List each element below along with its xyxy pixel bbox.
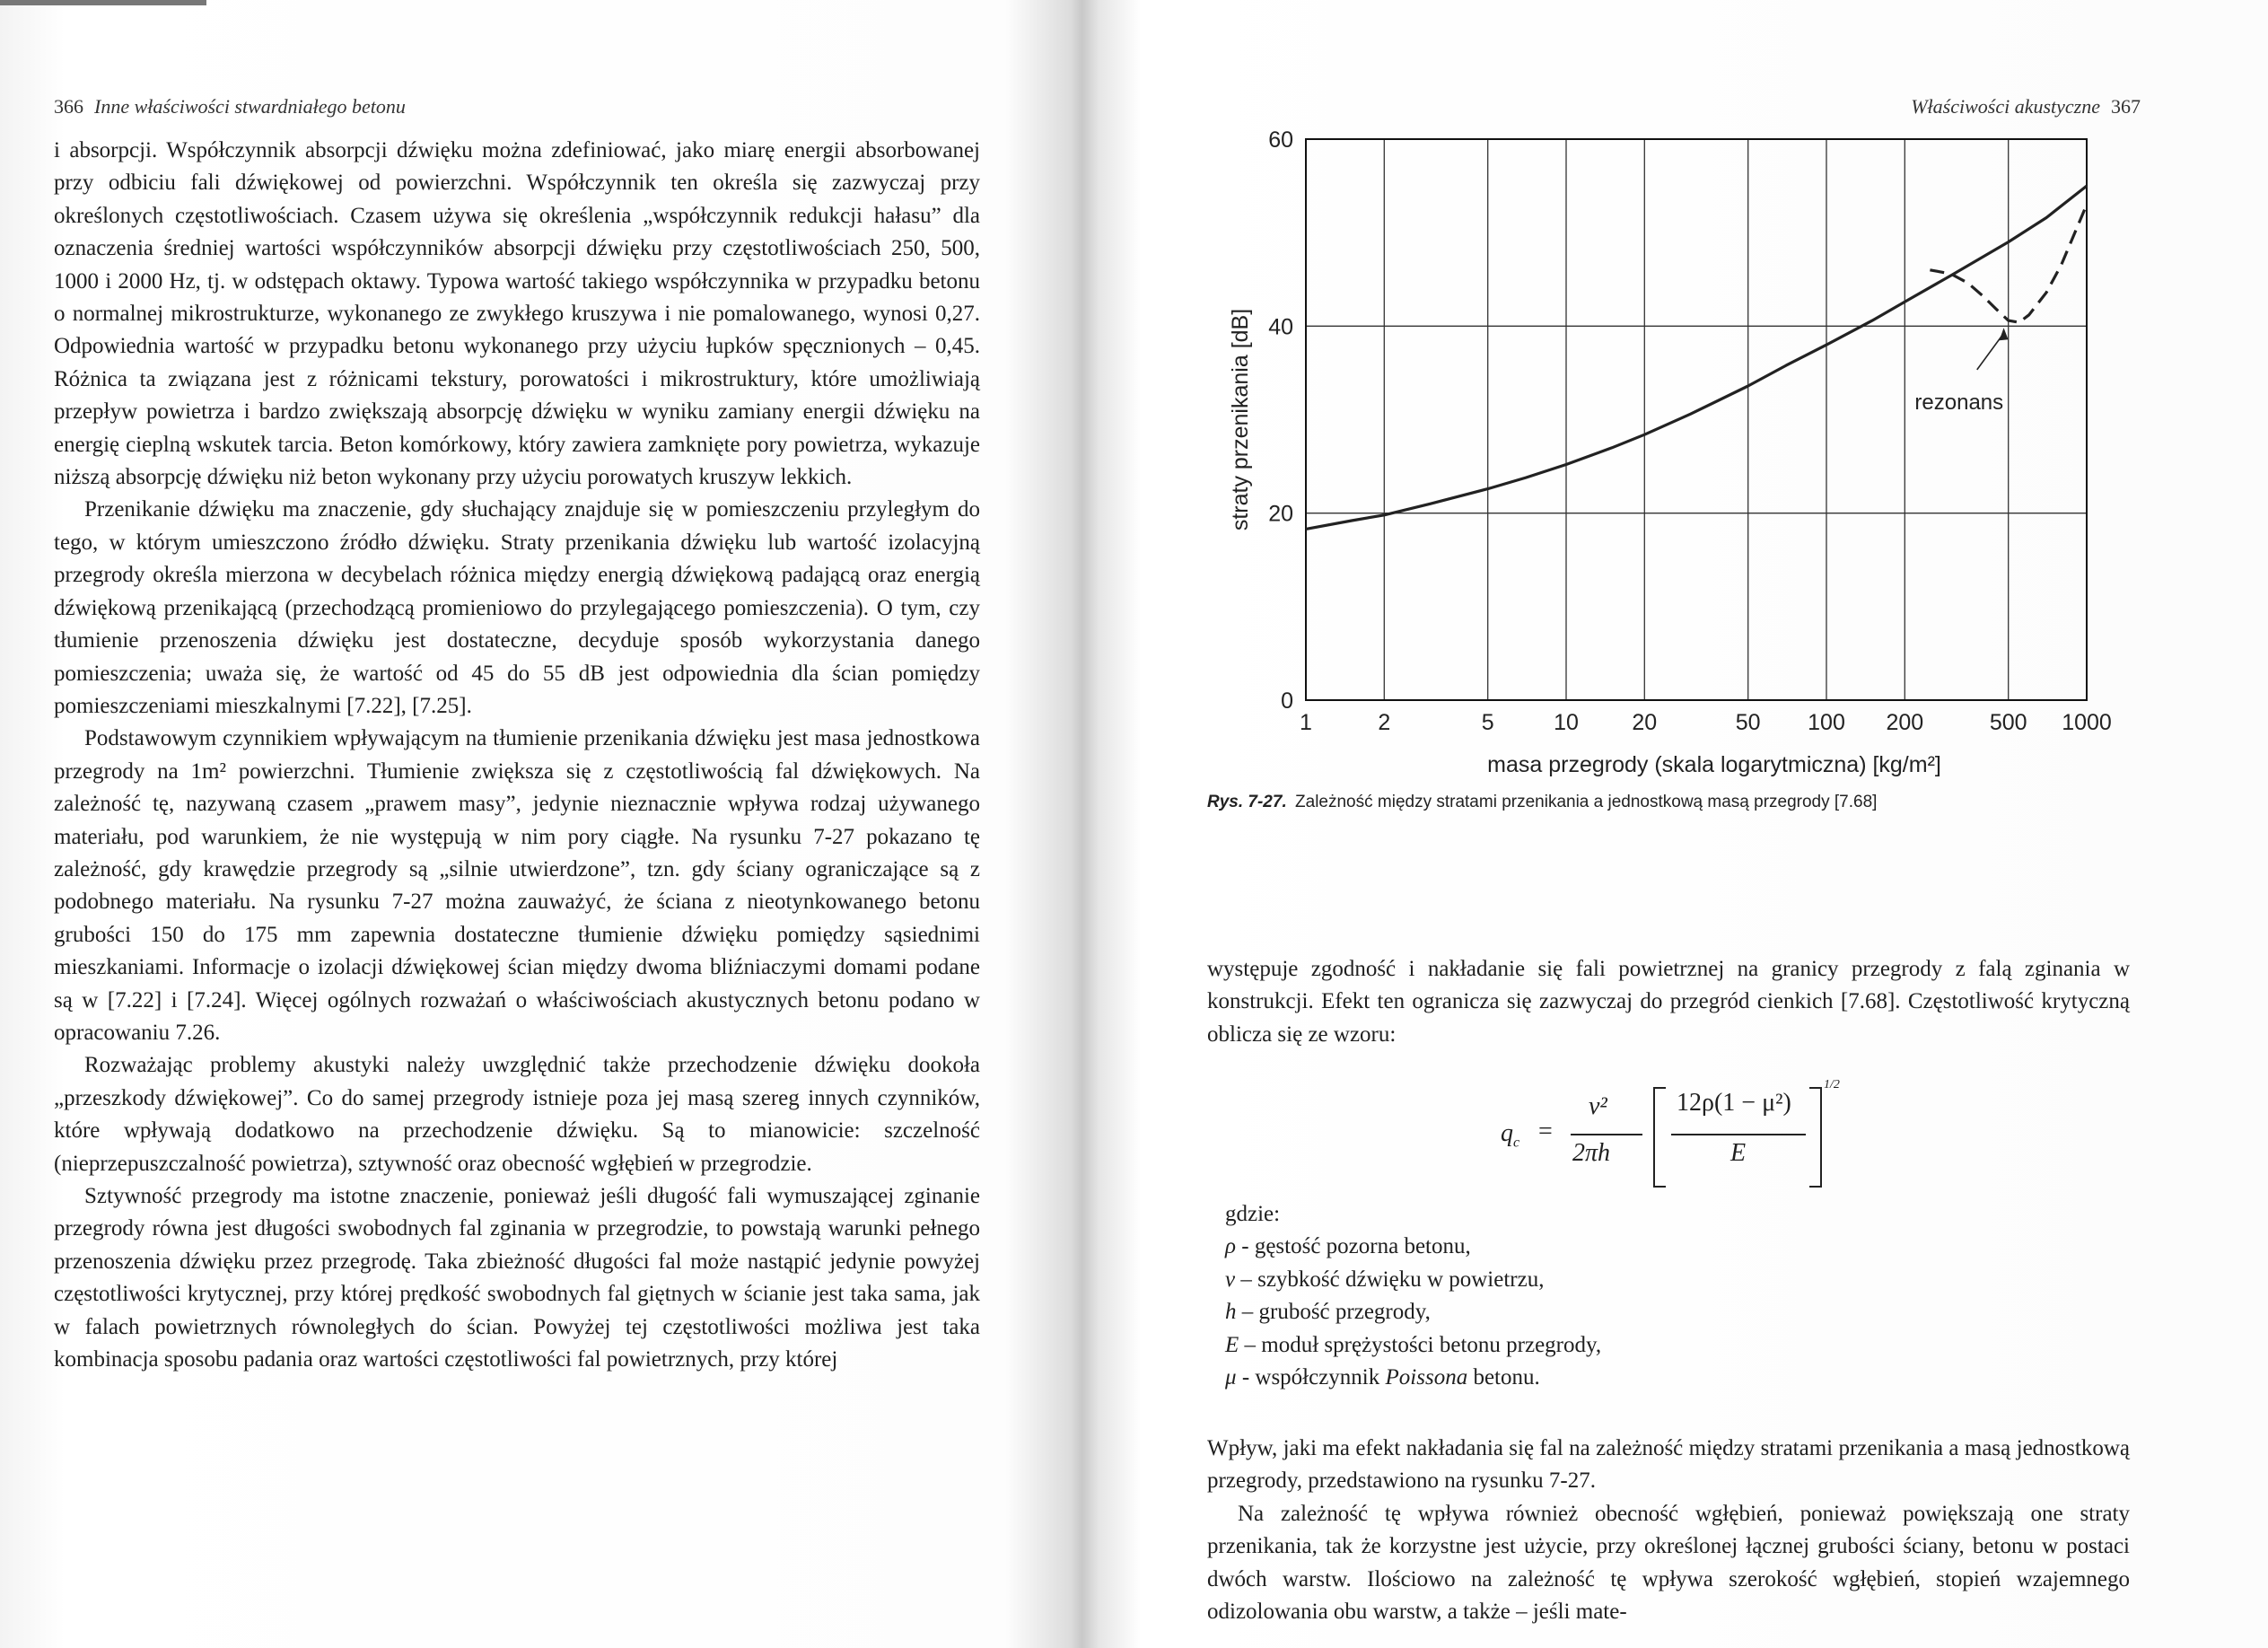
x-tick-label: 20 <box>1632 710 1658 735</box>
fraction-bar-1 <box>1571 1134 1642 1135</box>
def-mu <box>1225 1362 2033 1394</box>
caption-text: Zależność między stratami przenikania a jednostkową masą przegrody [7.68] <box>1295 793 1878 811</box>
x-tick-label: 1 <box>1300 710 1312 735</box>
def-tail: betonu. <box>1467 1365 1540 1390</box>
paragraph: Wpływ, jaki ma efekt nakładania się fal na zależność między stratami przenikania a masą jednostkową przegrody, przedstawiono na rysunku 7-27. <box>1207 1436 2130 1494</box>
x-tick-label: 5 <box>1481 710 1494 735</box>
left-body-text <box>54 135 980 1376</box>
formula-num2: 12ρ(1 − μ²) <box>1677 1089 1791 1117</box>
y-tick-label: 0 <box>1281 688 1293 714</box>
running-head-title-right: Właściwości akustyczne <box>1911 95 2100 118</box>
x-tick-label: 50 <box>1735 710 1761 735</box>
def-symbol: μ <box>1225 1365 1237 1390</box>
annotation-leader-line <box>1977 333 2004 370</box>
def-emphasis: Poissona <box>1385 1365 1468 1390</box>
formula-lhs-symbol: q <box>1501 1119 1513 1147</box>
def-rho <box>1225 1231 2033 1263</box>
defs-intro: gdzie: <box>1225 1202 1281 1226</box>
y-tick-label: 40 <box>1268 314 1293 340</box>
right-body-text <box>1207 953 2130 1051</box>
scan-edge-mark <box>0 0 206 5</box>
paragraph: występuje zgodność i nakładanie się fali powietrznej na granicy przegrody z falą zginania w konstrukcji. Efekt ten ogranicza się zazwyczaj do przegród cienkich [7.68]. Częstotliwość krytyczną oblicza się ze wzoru: <box>1207 957 2130 1047</box>
formula-den2: E <box>1730 1139 1747 1167</box>
plot-frame <box>1306 139 2087 700</box>
def-text: – moduł sprężystości betonu przegrody, <box>1239 1332 1602 1357</box>
paragraph: Rozważając problemy akustyki należy uwzględnić także przechodzenie dźwięku dookoła „przeszkody dźwiękowej”. Co do samej przegrody istnieje poza jej masą szereg innych czynników, które wpływają dodatkowo na przechodzenie dźwięku. Są to mianowicie: szczelność (nieprzepuszczalność powietrza), sztywność oraz obecność wgłębień w przegrodzie. <box>54 1053 980 1176</box>
formula-den1: 2πh <box>1572 1139 1611 1167</box>
def-text: - gęstość pozorna betonu, <box>1236 1234 1471 1259</box>
right-bracket <box>1809 1087 1822 1188</box>
running-head-left <box>54 95 406 118</box>
right-body-text-2 <box>1207 1433 2130 1628</box>
fraction-bar-2 <box>1671 1134 1806 1135</box>
x-tick-label: 100 <box>1808 710 1845 735</box>
formula-equals: = <box>1538 1118 1553 1145</box>
x-tick-label: 10 <box>1554 710 1579 735</box>
y-tick-label: 60 <box>1268 127 1293 153</box>
figure-caption <box>1207 793 2087 812</box>
x-axis-label: masa przegrody (skala logarytmiczna) [kg/m²] <box>1487 752 1941 777</box>
transmission-loss-chart <box>1203 112 2136 803</box>
def-h <box>1225 1296 2033 1328</box>
def-text: – szybkość dźwięku w powietrzu, <box>1235 1267 1545 1292</box>
formula-exponent: 1/2 <box>1824 1078 1840 1091</box>
paragraph: Przenikanie dźwięku ma znaczenie, gdy słuchający znajduje się w pomieszczeniu przyległym do tego, w którym umieszczono źródło dźwięku. Straty przenikania dźwięku lub wartość izolacyjną przegrody określa mierzona w decybelach różnica między energią dźwiękową padającą oraz energią dźwiękową przenikającą (przechodzącą promieniowo do przylegającego pomieszczenia). O tym, czy tłumienie przenoszenia dźwięku jest dostateczne, decyduje sposób wykorzystania danego pomieszczenia; uważa się, że wartość od 45 do 55 dB jest odpowiednia dla ścian pomiędzy pomieszczeniami mieszkalnymi [7.22], [7.25]. <box>54 497 980 718</box>
paragraph: Na zależność tę wpływa również obecność wgłębień, ponieważ powiększają one straty przenikania, tak że korzystne jest użycie, przy określonej łącznej grubości ściany, betonu w postaci dwóch warstw. Ilościowo na zależność tę wpływa szerokość wgłębień, stopień wzajemnego odizolowania obu warstw, a także – jeśli mate- <box>1207 1501 2130 1625</box>
figure-7-27 <box>1203 112 2136 803</box>
def-text: - współczynnik <box>1236 1365 1386 1390</box>
paragraph: Podstawowym czynnikiem wpływającym na tłumienie przenikania dźwięku jest masa jednostkowa przegrody na 1m² powierzchni. Tłumienie zwiększa się z częstotliwością fal dźwiękowych. Na zależność tę, nazywaną czasem „prawem masy”, jedynie nieznacznie wpływa rodzaj używanego materiału, pod warunkiem, że nie występują w nim pory ciągłe. Na rysunku 7-27 pokazano tę zależność, gdy krawędzie przegrody są „silnie utwierdzone”, tzn. gdy ściany ograniczające są z podobnego materiału. Na rysunku 7-27 można zauważyć, że ściana z nieotynkowanego betonu grubości 150 do 175 mm zapewnia dostateczne tłumienie dźwięku pomiędzy sąsiednimi mieszkaniami. Informacje o izolacji dźwiękowej ścian między dwoma bliźniaczymi domami podane są w [7.22] i [7.24]. Więcej ogólnych rozważań o właściwościach akustycznych betonu podano w opracowaniu 7.26. <box>54 726 980 1045</box>
running-head-title-left: Inne właściwości stwardniałego betonu <box>94 95 406 118</box>
def-v <box>1225 1264 2033 1296</box>
mass-law-curve <box>1306 186 2087 529</box>
paragraph: Sztywność przegrody ma istotne znaczenie, ponieważ jeśli długość fali wymuszającej zginanie przegrody równa jest długości swobodnych fal zginania w przegrodzie, to powstają warunki pełnego przenoszenia dźwięku przez przegrodę. Taka zbieżność długości fal może nastąpić jedynie powyżej częstotliwości krytycznej, przy której prędkość swobodnych fal giętnych w ścianie jest taka sama, jak w falach powietrznych równoległych do ścian. Powyżej tej częstotliwości możliwa jest taka kombinacja sposobu padania oraz wartości częstotliwości fal powietrznych, przy której <box>54 1184 980 1372</box>
def-text: – grubość przegrody, <box>1236 1300 1431 1325</box>
formula-definitions <box>1225 1198 2033 1394</box>
def-symbol: ρ <box>1225 1234 1236 1259</box>
def-symbol: E <box>1225 1332 1239 1357</box>
def-symbol: h <box>1225 1300 1237 1325</box>
def-e <box>1225 1329 2033 1362</box>
formula-lhs-subscript: c <box>1513 1135 1520 1151</box>
x-tick-label: 500 <box>1989 710 2027 735</box>
y-tick-label: 20 <box>1268 501 1293 527</box>
x-tick-label: 1000 <box>2062 710 2112 735</box>
left-bracket <box>1653 1087 1666 1188</box>
formula-num1: v² <box>1589 1092 1607 1120</box>
page-number-right: 367 <box>2111 95 2141 118</box>
formula-lhs <box>1501 1119 1519 1152</box>
critical-frequency-formula <box>1501 1078 1842 1198</box>
y-axis-label: straty przenikania [dB] <box>1228 308 1253 531</box>
paragraph: i absorpcji. Współczynnik absorpcji dźwięku można zdefiniować, jako miarę energii absorbowanej przy odbiciu fali dźwiękowej od powierzchni. Współczynnik ten określa się zazwyczaj przy określonych częstotliwościach. Czasem używa się określenia „współczynnik redukcji hałasu” dla oznaczenia średniej wartości współczynników absorpcji dźwięku przy częstotliwościach 250, 500, 1000 i 2000 Hz, tj. w odstępach oktawy. Typowa wartość takiego współczynnika w przypadku betonu o normalnej mikrostrukturze, wykonanego ze zwykłego kruszywa i nie pomalowanego, wynosi 0,27. Odpowiednia wartość w przypadku betonu wykonanego przy użyciu łupków spęcznionych – 0,45. Różnica ta związana jest z różnicami tekstury, porowatości i mikrostruktury, które umożliwiają przepływ powietrza i bardzo zwiększają absorpcję dźwięku w wyniku zamiany energii dźwięku na energię cieplną wskutek tarcia. Beton komórkowy, który zawiera zamknięte pory powietrza, wykazuje niższą absorpcję dźwięku niż beton wykonany przy użyciu porowatych kruszyw lekkich. <box>54 138 980 490</box>
annotation-label: rezonans <box>1914 390 2004 415</box>
def-symbol: v <box>1225 1267 1236 1292</box>
caption-label: Rys. 7-27. <box>1207 793 1287 811</box>
left-page <box>0 0 1081 1648</box>
annotation-arrowhead <box>2000 328 2009 340</box>
page-number-left: 366 <box>54 95 83 118</box>
x-tick-label: 200 <box>1886 710 1924 735</box>
x-tick-label: 2 <box>1378 710 1391 735</box>
